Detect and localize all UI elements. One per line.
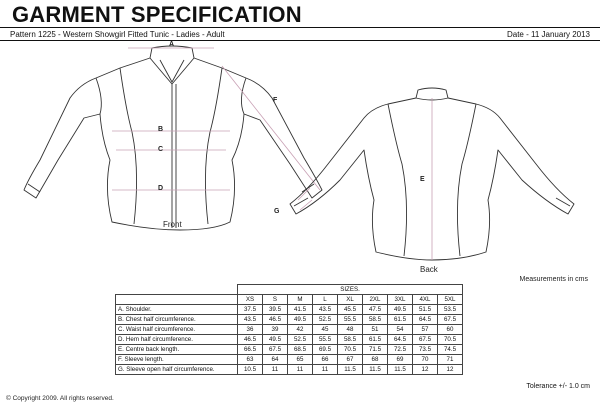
table-cell: 58.5 <box>338 335 363 345</box>
size-column-header: 5XL <box>438 295 463 305</box>
row-label: A. Shoulder. <box>116 305 238 315</box>
table-cell: 68.5 <box>288 345 313 355</box>
tolerance-note: Tolerance +/- 1.0 cm <box>526 383 590 390</box>
table-cell: 11 <box>263 365 288 375</box>
front-label-c: C <box>158 146 164 153</box>
size-column-header: L <box>313 295 338 305</box>
measurements-note: Measurements in cms <box>519 276 588 283</box>
table-cell: 42 <box>288 325 313 335</box>
table-row <box>116 305 463 315</box>
table-row <box>116 335 463 345</box>
table-cell: 72.5 <box>388 345 413 355</box>
table-cell: 43.5 <box>313 305 338 315</box>
table-cell: 48 <box>338 325 363 335</box>
pattern-name: Pattern 1225 - Western Showgirl Fitted Tunic - Ladies - Adult <box>10 30 225 39</box>
table-cell: 67.5 <box>263 345 288 355</box>
table-cell: 55.5 <box>313 335 338 345</box>
table-cell: 66.5 <box>238 345 263 355</box>
table-cell: 65 <box>288 355 313 365</box>
table-cell: 45.5 <box>338 305 363 315</box>
table-cell: 67.5 <box>413 335 438 345</box>
front-label-a: A <box>169 41 175 48</box>
table-cell: 10.5 <box>238 365 263 375</box>
front-label-g: G <box>274 208 280 215</box>
row-label: G. Sleeve open half circumference. <box>116 365 238 375</box>
front-label-b: B <box>158 126 164 133</box>
table-cell: 46.5 <box>263 315 288 325</box>
table-cell: 67 <box>338 355 363 365</box>
table-cell: 12 <box>438 365 463 375</box>
table-cell: 64.5 <box>413 315 438 325</box>
table-cell: 51 <box>363 325 388 335</box>
size-column-header: 2XL <box>363 295 388 305</box>
table-cell: 39 <box>263 325 288 335</box>
size-column-header: XL <box>338 295 363 305</box>
size-column-header: S <box>263 295 288 305</box>
table-cell: 61.5 <box>363 335 388 345</box>
row-label: C. Waist half circumference. <box>116 325 238 335</box>
table-cell: 70.5 <box>338 345 363 355</box>
front-label-f: F <box>273 97 278 104</box>
table-cell: 68 <box>363 355 388 365</box>
table-cell: 53.5 <box>438 305 463 315</box>
table-cell: 64 <box>263 355 288 365</box>
back-view-label: Back <box>420 265 438 274</box>
table-cell: 52.5 <box>288 335 313 345</box>
table-cell: 36 <box>238 325 263 335</box>
table-cell: 55.5 <box>338 315 363 325</box>
table-cell: 69.5 <box>313 345 338 355</box>
table-cell: 66 <box>313 355 338 365</box>
spec-date: Date - 11 January 2013 <box>506 30 590 39</box>
table-cell: 45 <box>313 325 338 335</box>
page-title: GARMENT SPECIFICATION <box>12 2 302 27</box>
table-cell: 37.5 <box>238 305 263 315</box>
header-rule-top <box>0 27 600 28</box>
size-column-header: 3XL <box>388 295 413 305</box>
table-cell: 69 <box>388 355 413 365</box>
table-cell: 71 <box>438 355 463 365</box>
row-label: D. Hem half circumference. <box>116 335 238 345</box>
table-row <box>116 345 463 355</box>
table-cell: 49.5 <box>388 305 413 315</box>
table-row <box>116 355 463 365</box>
table-cell: 60 <box>438 325 463 335</box>
table-cell: 51.5 <box>413 305 438 315</box>
table-cell: 58.5 <box>363 315 388 325</box>
back-garment-drawing <box>278 84 594 264</box>
table-cell: 12 <box>413 365 438 375</box>
row-label: E. Centre back length. <box>116 345 238 355</box>
table-cell: 49.5 <box>288 315 313 325</box>
row-label: F. Sleeve length. <box>116 355 238 365</box>
front-view-label: Front <box>163 220 182 229</box>
copyright-notice: © Copyright 2009. All rights reserved. <box>6 395 114 402</box>
front-label-d: D <box>158 185 164 192</box>
table-cell: 73.5 <box>413 345 438 355</box>
table-cell: 61.5 <box>388 315 413 325</box>
table-cell: 39.5 <box>263 305 288 315</box>
size-column-header: 4XL <box>413 295 438 305</box>
table-cell: 11.5 <box>338 365 363 375</box>
table-row <box>116 365 463 375</box>
table-cell: 49.5 <box>263 335 288 345</box>
table-cell: 46.5 <box>238 335 263 345</box>
table-cell: 52.5 <box>313 315 338 325</box>
table-cell: 64.5 <box>388 335 413 345</box>
size-column-header: M <box>288 295 313 305</box>
size-columns-row <box>116 295 463 305</box>
table-cell: 41.5 <box>288 305 313 315</box>
table-cell: 71.5 <box>363 345 388 355</box>
table-cell: 70.5 <box>438 335 463 345</box>
sizes-header: SIZES. <box>238 285 463 295</box>
table-cell: 43.5 <box>238 315 263 325</box>
table-row <box>116 325 463 335</box>
table-cell: 63 <box>238 355 263 365</box>
table-cell: 67.5 <box>438 315 463 325</box>
table-cell: 70 <box>413 355 438 365</box>
table-cell: 54 <box>388 325 413 335</box>
back-label-e: E <box>420 176 425 183</box>
table-cell: 11.5 <box>363 365 388 375</box>
table-row <box>116 315 463 325</box>
row-label: B. Chest half circumference. <box>116 315 238 325</box>
table-cell: 57 <box>413 325 438 335</box>
size-spec-table <box>115 284 463 375</box>
table-cell: 74.5 <box>438 345 463 355</box>
sizes-header-row <box>116 285 463 295</box>
table-cell: 11.5 <box>388 365 413 375</box>
table-cell: 11 <box>313 365 338 375</box>
table-cell: 47.5 <box>363 305 388 315</box>
table-cell: 11 <box>288 365 313 375</box>
size-column-header: XS <box>238 295 263 305</box>
